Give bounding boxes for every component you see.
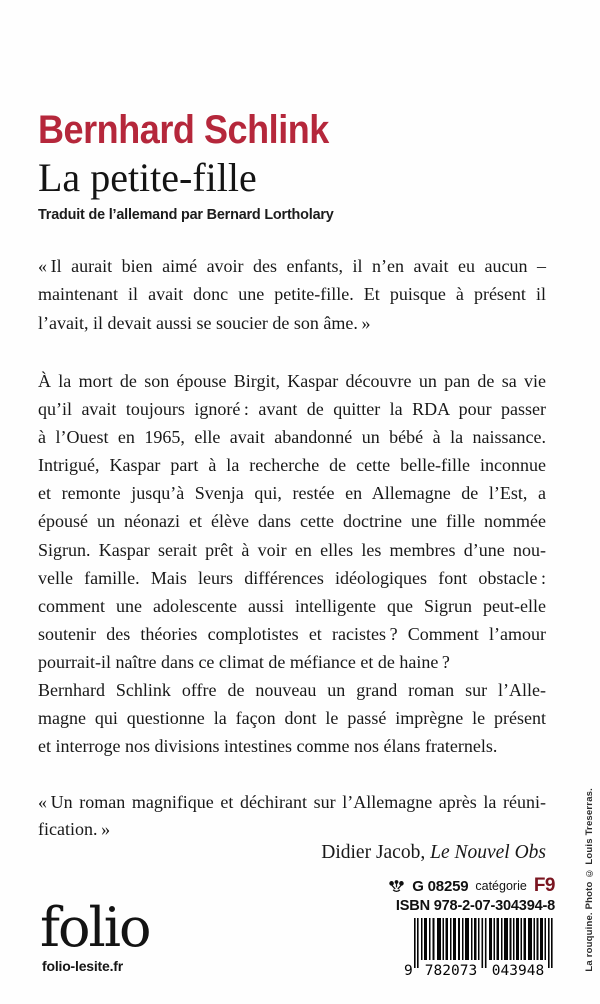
text-line: fication. » [38,819,111,839]
text-line: comment une adolescente aussi intelligente que Sigrun peut-elle [38,595,546,616]
category-code: G 08259 [412,877,469,895]
book-title: La petite-fille [38,155,257,200]
publisher-website: folio-lesite.fr [42,958,124,974]
category-line [388,876,555,896]
review-quote [38,789,546,843]
text-line: soutenir des théories complotistes et racistes ? Comment l’amour [38,623,546,644]
text-line: et interroge nos divisions intestines comme nos élans fraternels. [38,736,498,757]
text-line: velle famille. Mais leurs différences idéologiques font obstacle : [38,567,546,588]
barcode-digits-left: 782073 [424,963,478,976]
review-author: Didier Jacob, [321,842,431,863]
barcode-bars [414,918,553,968]
text-line: pourrait-il naître dans ce climat de méfiance et de haine ? [38,651,450,672]
text-line: épousé un néonazi et élève dans cette doctrine une fille nommée [38,511,546,532]
text-line: maintenant il avait donc une petite-fille. Et puisque à présent il [38,284,546,305]
publisher-logo: folio [40,896,150,959]
category-value: F9 [533,875,555,896]
text-line: à l’Ouest en 1965, elle avait abandonné un bébé à la naissance. [38,427,546,448]
excerpt-text [38,252,546,337]
isbn-number: ISBN 978-2-07-304394-8 [395,897,555,914]
translator-credit: Traduit de l’allemand par Bernard Lortholary [38,206,334,223]
text-line: Sigrun. Kaspar serait prêt à voir en elles les membres d’une nou- [38,539,546,560]
barcode-digit-prefix: 9 [404,963,413,976]
text-line: À la mort de son épouse Birgit, Kaspar découvre un pan de sa vie [38,371,546,391]
text-line: l’avait, il devait aussi se soucier de son âme. » [38,312,371,333]
text-line: « Un roman magnifique et déchirant sur l’Allemagne après la réuni- [38,792,546,812]
ean-barcode [404,918,556,976]
gallimard-fleuron-icon [388,879,405,894]
barcode-digits-right: 043948 [491,963,545,976]
text-line: qu’il avait toujours ignoré : avant de quitter la RDA pour passer [38,399,546,420]
category-label: catégorie [475,879,527,893]
text-line: Bernhard Schlink offre de nouveau un grand roman sur l’Alle- [38,680,546,701]
text-line: magne qui questionne la façon dont le passé imprègne le présent [38,708,546,729]
author-name: Bernhard Schlink [38,108,329,152]
text-line: et remonte jusqu’à Svenja qui, restée en Allemagne de l’Est, a [38,483,546,504]
text-line: « Il aurait bien aimé avoir des enfants, il n’en avait eu aucun – [38,256,546,276]
cover-photo-credit: La rouquine. Photo © Louis Treserras. [584,788,595,972]
review-source: Le Nouvel Obs [430,842,546,863]
review-attribution [321,842,546,864]
synopsis-text [38,367,546,760]
text-line: Intrigué, Kaspar part à la recherche de cette belle-fille inconnue [38,455,546,476]
